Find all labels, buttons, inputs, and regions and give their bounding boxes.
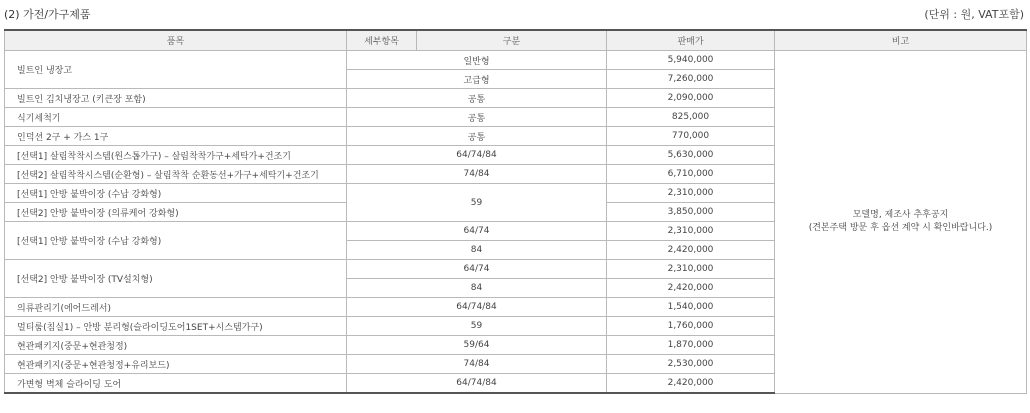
item-cell: [선택2] 안방 붙박이장 (TV설치형) <box>5 260 347 298</box>
price-cell: 825,000 <box>607 108 775 127</box>
item-cell: [선택2] 살림착착시스템(순환형) – 살림착착 순환동선+가구+세탁기+건조기 <box>5 165 347 184</box>
type-cell: 64/74 <box>347 222 607 241</box>
price-cell: 2,420,000 <box>607 374 775 394</box>
table-caption <box>0 0 1030 28</box>
type-cell: 공통 <box>347 127 607 146</box>
type-cell: 59 <box>347 184 607 222</box>
price-cell: 2,310,000 <box>607 184 775 203</box>
header-type: 구분 <box>417 30 607 51</box>
type-cell: 고급형 <box>347 70 607 89</box>
price-cell: 2,420,000 <box>607 241 775 260</box>
remark-line-1: 모델명, 제조사 추후공지 <box>852 209 949 220</box>
type-cell: 공통 <box>347 89 607 108</box>
price-cell: 2,420,000 <box>607 279 775 298</box>
price-table <box>4 29 1027 394</box>
item-cell: [선택2] 안방 붙박이장 (의류케어 강화형) <box>5 203 347 222</box>
price-cell: 770,000 <box>607 127 775 146</box>
header-detail: 세부항목 <box>347 30 417 51</box>
header-row <box>5 30 1027 51</box>
type-cell: 84 <box>347 279 607 298</box>
remark-line-2: (견본주택 방문 후 옵션 계약 시 확인바랍니다.) <box>808 222 993 233</box>
header-price: 판매가 <box>607 30 775 51</box>
type-cell: 64/74/84 <box>347 146 607 165</box>
type-cell: 64/74/84 <box>347 374 607 394</box>
item-cell: [선택1] 안방 붙박이장 (수납 강화형) <box>5 222 347 260</box>
price-cell: 2,310,000 <box>607 260 775 279</box>
price-cell: 2,530,000 <box>607 355 775 374</box>
item-cell: 빌트인 냉장고 <box>5 51 347 89</box>
type-cell: 84 <box>347 241 607 260</box>
type-cell: 64/74/84 <box>347 298 607 317</box>
item-cell: 빌트인 김치냉장고 (키큰장 포함) <box>5 89 347 108</box>
unit-note: (단위 : 원, VAT포함) <box>924 8 1024 21</box>
price-cell: 1,540,000 <box>607 298 775 317</box>
header-remark: 비고 <box>775 30 1027 51</box>
item-cell: 식기세척기 <box>5 108 347 127</box>
price-cell: 3,850,000 <box>607 203 775 222</box>
type-cell: 공통 <box>347 108 607 127</box>
header-item: 품목 <box>5 30 347 51</box>
section-title: (2) 가전/가구제품 <box>4 8 91 21</box>
item-cell: 가변형 벽체 슬라이딩 도어 <box>5 374 347 394</box>
type-cell: 74/84 <box>347 165 607 184</box>
item-cell: 의류관리기(에어드레서) <box>5 298 347 317</box>
item-cell: 인덕션 2구 + 가스 1구 <box>5 127 347 146</box>
type-cell: 일반형 <box>347 51 607 70</box>
price-cell: 7,260,000 <box>607 70 775 89</box>
price-cell: 5,940,000 <box>607 51 775 70</box>
type-cell: 59 <box>347 317 607 336</box>
type-cell: 74/84 <box>347 355 607 374</box>
price-cell: 2,310,000 <box>607 222 775 241</box>
item-cell: 멀티룸(침실1) – 안방 분리형(슬라이딩도어1SET+시스템가구) <box>5 317 347 336</box>
item-cell: 현관패키지(중문+현관청정+유리보드) <box>5 355 347 374</box>
price-cell: 1,760,000 <box>607 317 775 336</box>
price-cell: 2,090,000 <box>607 89 775 108</box>
type-cell: 64/74 <box>347 260 607 279</box>
price-cell: 6,710,000 <box>607 165 775 184</box>
price-cell: 1,870,000 <box>607 336 775 355</box>
item-cell: 현관패키지(중문+현관청정) <box>5 336 347 355</box>
item-cell: [선택1] 살림착착시스템(원스톱가구) – 살림착착가구+세탁가+건조기 <box>5 146 347 165</box>
price-cell: 5,630,000 <box>607 146 775 165</box>
remark-cell <box>775 51 1027 394</box>
table-row <box>5 51 1027 70</box>
type-cell: 59/64 <box>347 336 607 355</box>
item-cell: [선택1] 안방 붙박이장 (수납 강화형) <box>5 184 347 203</box>
